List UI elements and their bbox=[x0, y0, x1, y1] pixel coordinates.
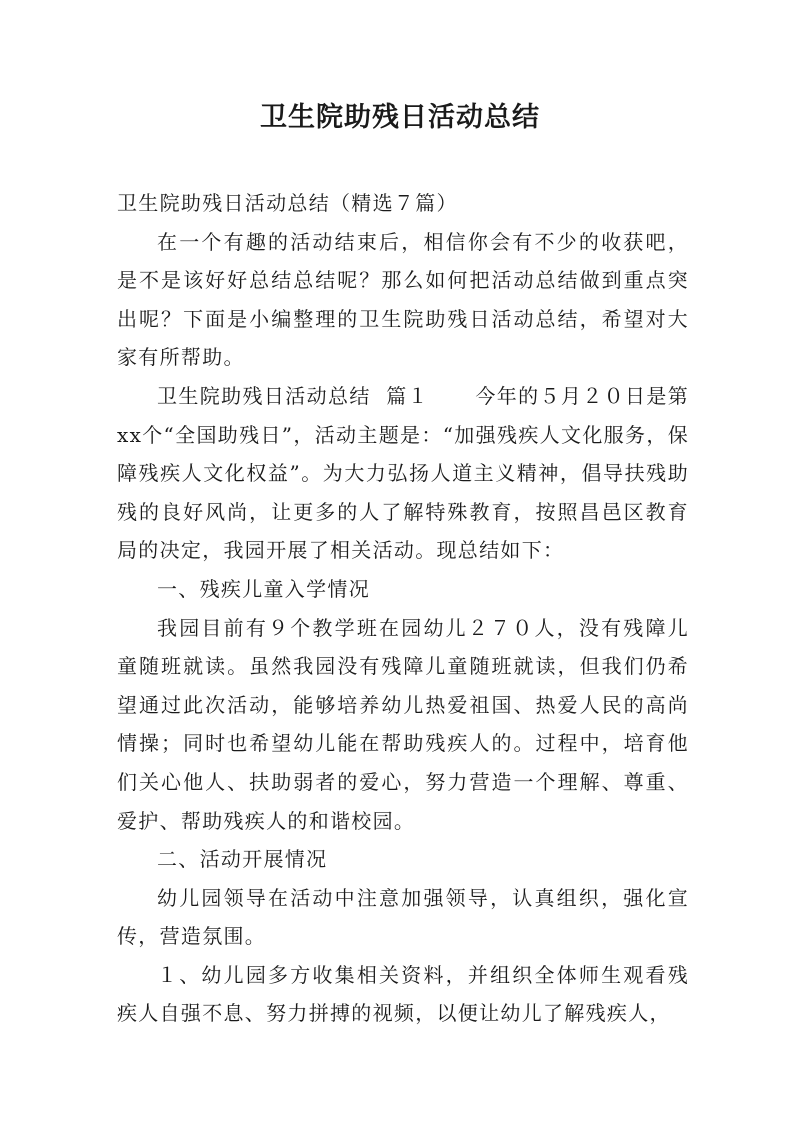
document-body bbox=[117, 184, 689, 1033]
section-heading-1: 一、残疾儿童入学情况 bbox=[157, 576, 370, 601]
section-heading-2: 二、活动开展情况 bbox=[157, 847, 328, 872]
body-paragraph: １、幼儿园多方收集相关资料，并组织全体师生观看残疾人自强不息、努力拼搏的视频，以便让幼儿了解残疾人， bbox=[117, 962, 689, 1026]
intro-paragraph: 在一个有趣的活动结束后，相信你会有不少的收获吧，是不是该好好总结总结呢？那么如何把活动总结做到重点突出呢？下面是小编整理的卫生院助残日活动总结，希望对大家有所帮助。 bbox=[117, 229, 689, 370]
document-title: 卫生院助残日活动总结 bbox=[260, 102, 540, 133]
body-paragraph: 我园目前有９个教学班在园幼儿２７０人，没有残障儿童随班就读。虽然我园没有残障儿童随班就读，但我们仍希望通过此次活动，能够培养幼儿热爱祖国、热爱人民的高尚情操；同时也希望幼儿能在帮助残疾人的。过程中，培育他们关心他人、扶助弱者的爱心，努力营造一个理解、尊重、爱护、帮助残疾人的和谐校园。 bbox=[117, 615, 689, 833]
body-paragraph: 幼儿园领导在活动中注意加强领导，认真组织，强化宣传，营造氛围。 bbox=[117, 885, 689, 949]
article-1-paragraph: 卫生院助残日活动总结 篇１ 今年的５月２０日是第xx个“全国助残日”，活动主题是：“加强残疾人文化服务，保障残疾人文化权益”。为大力弘扬人道主义精神，倡导扶残助残的良好风尚，让更多的人了解特殊教育，按照昌邑区教育局的决定，我园开展了相关活动。现总结如下： bbox=[117, 383, 689, 563]
document-subtitle: 卫生院助残日活动总结（精选７篇） bbox=[117, 191, 458, 215]
